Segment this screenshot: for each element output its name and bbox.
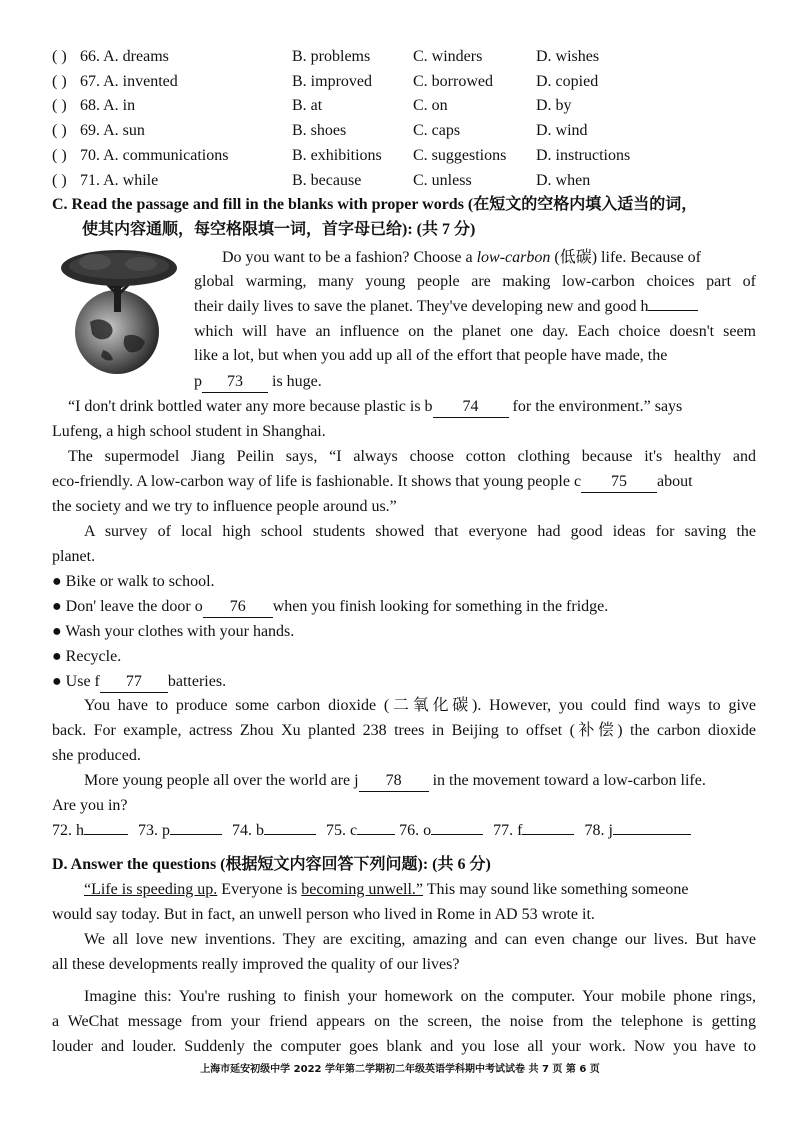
option-a: 70. A. communications [80,147,229,164]
text: their daily lives to save the planet. They've developing new and good h [194,298,649,315]
blank-78[interactable]: 78 [359,771,429,792]
answer-bracket[interactable]: ( ) [52,48,67,65]
answer-label-78: 78. j [584,822,613,839]
tree-on-globe-icon [55,244,185,374]
answer-blank-73[interactable] [170,834,222,835]
text: batteries. [167,673,227,690]
passage-c-line: the society and we try to influence people around us.” [52,498,397,515]
text: about [657,473,693,490]
option-row-68 [52,94,752,118]
section-c-heading-cont: 使其内容通顺，每空格限填一词，首字母已给): (共 7 分) [82,221,476,238]
option-a: 67. A. invented [80,73,178,90]
option-d: D. wishes [536,48,600,65]
text: ● Don' leave the door o [52,598,203,615]
text: eco-friendly. A low-carbon way of life is fashionable. It shows that young people c [52,473,582,490]
answer-blank-76[interactable] [431,834,483,835]
passage-d-line: Imagine this: You're rushing to finish your homework on the computer. Your mobile phone rings, [84,988,756,1005]
passage-d-line: would say today. But in fact, an unwell person who lived in Rome in AD 53 wrote it. [52,906,595,923]
answer-bracket[interactable]: ( ) [52,147,67,164]
option-row-71 [52,169,752,193]
blank-73[interactable]: 73 [202,372,268,393]
answer-label-75: 75. c [326,822,358,839]
text: This may sound like something someone [423,881,689,898]
passage-c-line: You have to produce some carbon dioxide (二氧化碳). However, you could find ways to give [84,697,756,714]
page-footer: 上海市延安初级中学 2022 学年第二学期初二年级英语学科期中考试试卷 共 7 页 第 6 页 [200,1064,600,1075]
option-row-70 [52,144,752,168]
passage-c-line: like a lot, but when you add up all of the effort that people have made, the [194,347,668,364]
option-b: B. because [292,172,362,189]
passage-c-line: Lufeng, a high school student in Shanghai. [52,423,326,440]
passage-c-line [222,246,701,270]
passage-c-line: The supermodel Jiang Peilin says, “I always choose cotton clothing because it's healthy and [68,448,756,465]
answer-blank-77[interactable] [522,834,574,835]
answer-blank-74[interactable] [264,834,316,835]
text: More young people all over the world are j [84,772,359,789]
passage-c-line: planet. [52,548,96,565]
bullet-item [52,595,608,619]
answer-label-73: 73. p [138,822,170,839]
option-c: C. winders [413,48,483,65]
passage-c-line: back. For example, actress Zhou Xu planted 238 trees in Beijing to offset (补偿) the carbon dioxide [52,722,756,739]
bullet-item: ● Recycle. [52,648,122,665]
bullet-item: ● Wash your clothes with your hands. [52,623,295,640]
option-a: 66. A. dreams [80,48,169,65]
answer-bracket[interactable]: ( ) [52,73,67,90]
passage-d-line: We all love new inventions. They are exciting, amazing and can even change our lives. But have [84,931,756,948]
bullet-item [52,670,226,694]
option-b: B. exhibitions [292,147,382,164]
option-d: D. wind [536,122,588,139]
option-b: B. problems [292,48,371,65]
passage-c-line: A survey of local high school students showed that everyone had good ideas for saving the [84,523,756,540]
passage-d-line [84,878,689,902]
passage-c-line [68,395,682,419]
passage-d-line: a WeChat message from your friend appears on the screen, the noise from the telephone is getting [52,1013,756,1030]
passage-c-line: global warming, many young people are making low-carbon choices part of [194,273,756,290]
answer-line [52,819,691,843]
answer-label-74: 74. b [232,822,264,839]
option-d: D. when [536,172,591,189]
blank-77[interactable]: 77 [100,672,168,693]
passage-d-line: louder and louder. Suddenly the computer goes blank and you lose all your work. Now you have to [52,1038,756,1055]
passage-c-line: she produced. [52,747,141,764]
option-a: 69. A. sun [80,122,145,139]
option-row-67 [52,70,752,94]
text: is huge. [268,373,322,390]
text: Do you want to be a fashion? Choose a [222,249,477,266]
passage-c-line: Are you in? [52,797,128,814]
passage-c-line [52,470,693,494]
text: for the environment.” says [508,398,683,415]
option-b: B. shoes [292,122,347,139]
text: in the movement toward a low-carbon life. [428,772,706,789]
option-a: 71. A. while [80,172,159,189]
section-c-heading: C. Read the passage and fill in the blanks with proper words (在短文的空格内填入适当的词， [52,196,698,213]
option-c: C. suggestions [413,147,507,164]
passage-c-line [84,769,706,793]
section-d-heading: D. Answer the questions (根据短文内容回答下列问题): (共 6 分) [52,856,491,873]
passage-c-line [194,295,698,319]
answer-label-77: 77. f [493,822,523,839]
answer-blank-75[interactable] [357,834,395,835]
option-c: C. unless [413,172,472,189]
option-b: B. improved [292,73,372,90]
passage-c-line [194,370,322,394]
answer-bracket[interactable]: ( ) [52,122,67,139]
passage-c-line: which will have an influence on the planet one day. Each choice doesn't seem [194,323,756,340]
quote-underlined: “Life is speeding up. [84,881,218,898]
blank-76[interactable]: 76 [203,597,273,618]
option-b: B. at [292,97,323,114]
option-row-66 [52,45,752,69]
answer-blank-78[interactable] [613,834,691,835]
blank-75[interactable]: 75 [581,472,657,493]
option-a: 68. A. in [80,97,136,114]
text: when you finish looking for something in the fridge. [272,598,609,615]
option-c: C. caps [413,122,461,139]
answer-bracket[interactable]: ( ) [52,172,67,189]
option-c: C. borrowed [413,73,493,90]
passage-d-line: all these developments really improved the quality of our lives? [52,956,460,973]
text: p [194,373,202,390]
text: ● Use f [52,673,100,690]
text: Everyone is [217,881,302,898]
option-row-69 [52,119,752,143]
answer-blank-72[interactable] [84,834,128,835]
answer-bracket[interactable]: ( ) [52,97,67,114]
answer-label-76: 76. o [399,822,432,839]
option-c: C. on [413,97,448,114]
option-d: D. instructions [536,147,631,164]
text: “I don't drink bottled water any more because plastic is b [68,398,433,415]
blank-74[interactable]: 74 [433,397,509,418]
option-d: D. copied [536,73,599,90]
quote-underlined: becoming unwell.” [301,881,424,898]
text-emphasis: low-carbon [476,249,551,266]
option-d: D. by [536,97,572,114]
answer-label-72: 72. h [52,822,84,839]
bullet-item: ● Bike or walk to school. [52,573,215,590]
text: (低碳) life. Because of [550,249,702,266]
blank-72[interactable] [648,310,698,311]
